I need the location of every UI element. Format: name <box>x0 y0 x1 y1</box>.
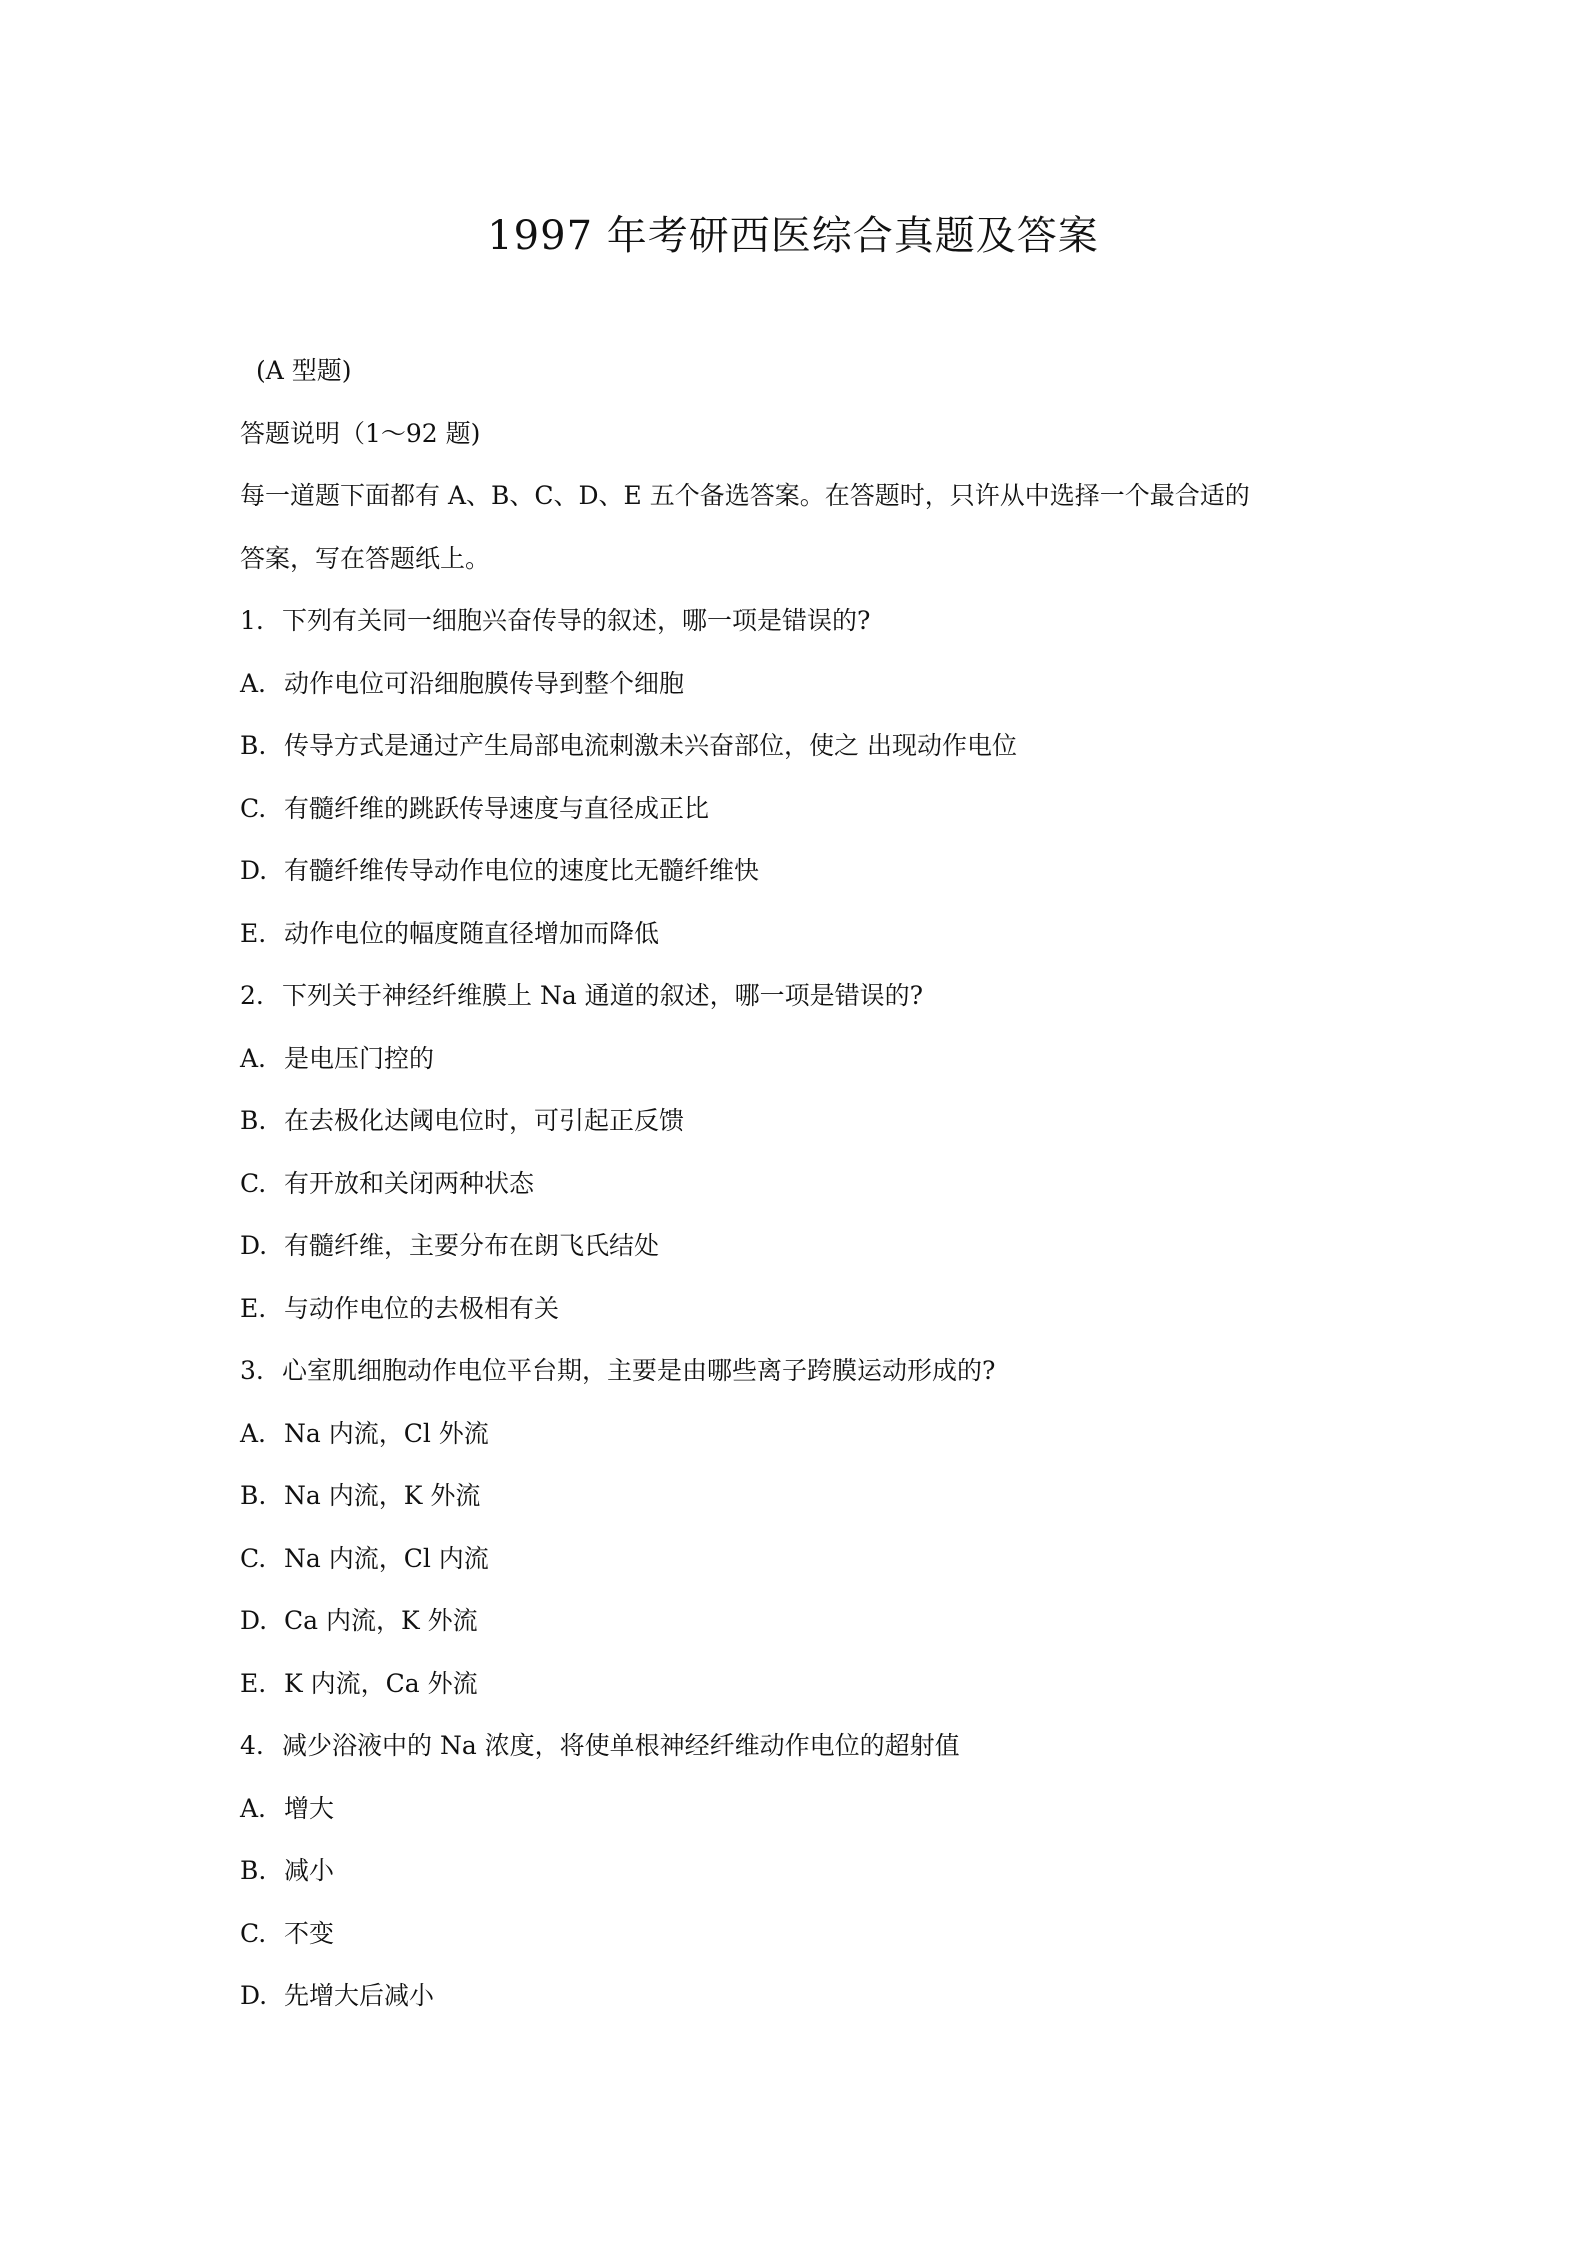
option-text: 是电压门控的 <box>284 1043 435 1073</box>
option-key: D. <box>240 1231 268 1260</box>
option-key: D. <box>240 1606 268 1635</box>
answer-option <box>240 1590 1360 1653</box>
question-number: 3. <box>240 1356 264 1385</box>
instruction-text-line2: 答案，写在答题纸上。 <box>240 543 491 573</box>
option-key: E. <box>240 1668 267 1698</box>
option-text: 先增大后减小 <box>284 1981 435 2010</box>
question-stem <box>240 1340 1360 1403</box>
question-text: 下列关于神经纤维膜上 Na 通道的叙述，哪一项是错误的? <box>282 981 924 1010</box>
answer-option <box>240 1465 1360 1528</box>
option-text: 有髓纤维的跳跃传导速度与直径成正比 <box>284 793 710 823</box>
option-text: Na 内流，Cl 内流 <box>284 1543 489 1573</box>
option-key: A. <box>240 668 267 698</box>
option-text: 在去极化达阈电位时，可引起正反馈 <box>284 1106 685 1135</box>
option-key: A. <box>240 1043 267 1073</box>
option-key: D. <box>240 856 268 885</box>
answer-option <box>240 1278 1360 1341</box>
option-key: C. <box>240 1543 267 1573</box>
answer-option <box>240 1153 1360 1216</box>
answer-option <box>240 903 1360 966</box>
answer-option <box>240 1903 1360 1966</box>
option-key: C. <box>240 1918 267 1948</box>
option-text: Na 内流，K 外流 <box>284 1481 481 1510</box>
option-key: B. <box>240 1481 267 1510</box>
option-key: E. <box>240 918 267 948</box>
answer-option <box>240 1403 1360 1466</box>
option-text: 不变 <box>284 1918 335 1948</box>
section-label: (A 型题) <box>256 356 352 385</box>
option-text: 传导方式是通过产生局部电流刺激未兴奋部位，使之 出现动作电位 <box>284 731 1017 760</box>
answer-option <box>240 653 1360 716</box>
option-text: 减小 <box>284 1856 335 1885</box>
option-text: Na 内流，Cl 外流 <box>284 1418 489 1448</box>
document-title: 1997 年考研西医综合真题及答案 <box>487 213 1099 259</box>
instruction-text-line1: 每一道题下面都有 A、B、C、D、E 五个备选答案。在答题时，只许从中选择一个最合适的 <box>240 481 1250 510</box>
question-stem <box>240 1715 1360 1778</box>
option-key: A. <box>240 1418 267 1448</box>
option-text: 动作电位可沿细胞膜传导到整个细胞 <box>284 668 685 698</box>
option-key: E. <box>240 1293 267 1323</box>
option-key: C. <box>240 793 267 823</box>
document-body <box>240 340 1360 2028</box>
answer-option <box>240 1090 1360 1153</box>
option-text: 有髓纤维传导动作电位的速度比无髓纤维快 <box>284 856 760 885</box>
answer-option <box>240 1028 1360 1091</box>
option-text: 增大 <box>284 1793 335 1823</box>
question-number: 1. <box>240 606 264 635</box>
question-stem <box>240 590 1360 653</box>
answer-option <box>240 1778 1360 1841</box>
answer-option <box>240 715 1360 778</box>
question-list <box>240 590 1360 2028</box>
option-key: A. <box>240 1793 267 1823</box>
question-stem <box>240 965 1360 1028</box>
answer-option <box>240 1965 1360 2028</box>
question-number: 2. <box>240 981 264 1010</box>
option-key: B. <box>240 1856 267 1885</box>
question-text: 心室肌细胞动作电位平台期，主要是由哪些离子跨膜运动形成的? <box>282 1356 996 1385</box>
option-text: Ca 内流，K 外流 <box>284 1606 478 1635</box>
option-key: B. <box>240 731 267 760</box>
answer-option <box>240 840 1360 903</box>
answer-option <box>240 1840 1360 1903</box>
answer-option <box>240 1528 1360 1591</box>
answer-option <box>240 1653 1360 1716</box>
option-text: 与动作电位的去极相有关 <box>284 1293 560 1323</box>
option-text: K 内流，Ca 外流 <box>284 1668 478 1698</box>
option-key: D. <box>240 1981 268 2010</box>
instruction-heading: 答题说明（1～92 题) <box>240 418 481 448</box>
question-text: 减少浴液中的 Na 浓度，将使单根神经纤维动作电位的超射值 <box>282 1731 960 1760</box>
option-text: 有开放和关闭两种状态 <box>284 1168 535 1198</box>
answer-option <box>240 1215 1360 1278</box>
option-text: 动作电位的幅度随直径增加而降低 <box>284 918 660 948</box>
question-number: 4. <box>240 1731 264 1760</box>
question-text: 下列有关同一细胞兴奋传导的叙述，哪一项是错误的? <box>282 606 871 635</box>
option-key: B. <box>240 1106 267 1135</box>
option-key: C. <box>240 1168 267 1198</box>
answer-option <box>240 778 1360 841</box>
option-text: 有髓纤维，主要分布在朗飞氏结处 <box>284 1231 660 1260</box>
